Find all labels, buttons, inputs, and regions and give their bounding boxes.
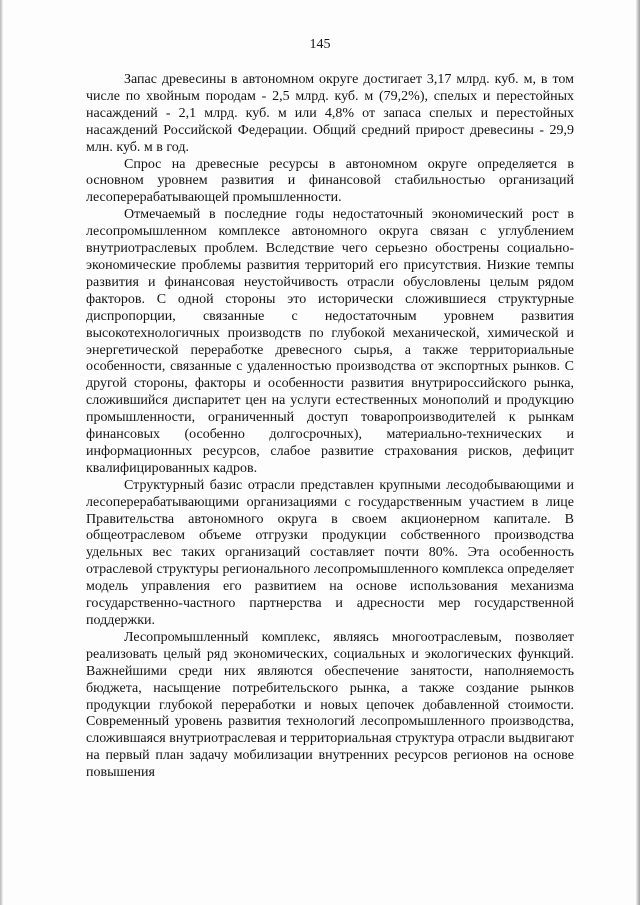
paragraph-complex-functions: Лесопромышленный комплекс, являясь многоотраслевым, позволяет реализовать целый ряд экономических, социальных и экологических функций. Важнейшими среди них являются обеспечение занятости, наполняемость бюджета, насыщение потребительского рынка, а также создание рынков продукции глубокой переработки и новых цепочек добавленной стоимости. Современный уровень развития технологий лесопромышленного производства, сложившаяся внутриотраслевая и территориальная структура отрасли выдвигают на первый план задачу мобилизации внутренних ресурсов регионов на основе повышения [86,629,574,781]
paragraph-structural-basis: Структурный базис отрасли представлен крупными лесодобывающими и лесоперерабатывающими организациями с государственным участием в лице Правительства автономного округа в своем акционерном капитале. В общеотраслевом объеме отгрузки продукции собственного производства удельных вес таких организаций составляет почти 80%. Эта особенность отраслевой структуры регионального лесопромышленного комплекса определяет модель управления его развитием на основе использования механизма государственно-частного партнерства и адресности мер государственной поддержки. [86,477,574,628]
scan-shadow-right [636,0,640,905]
paragraph-timber-stock: Запас древесины в автономном округе достигает 3,17 млрд. куб. м, в том числе по хвойным породам - 2,5 млрд. куб. м (79,2%), спелых и перестойных насаждений - 2,1 млрд. куб. м или 4,8% от запаса спелых и перестойных насаждений Российской Федерации. Общий средний прирост древесины - 29,9 млн. куб. м в год. [86,72,574,155]
paragraph-growth-problems: Отмечаемый в последние годы недостаточный экономический рост в лесопромышленном комплексе автономного округа связан с углублением внутриотраслевых проблем. Вследствие чего серьезно обострены социально-экономические проблемы развития территорий его присутствия. Низкие темпы развития и финансовая неустойчивость отрасли обусловлены целым рядом факторов. С одной стороны это исторически сложившиеся структурные диспропорции, связанные с недостаточным уровнем развития высокотехнологичных производств по глубокой механической, химической и энергетической переработке древесного сырья, а также территориальные особенности, связанные с удаленностью производства от экспортных рынков. С другой стороны, факторы и особенности развития внутрироссийского рынка, сложившийся диспаритет цен на услуги естественных монополий и продукцию промышленности, ограниченный доступ товаропроизводителей к рынкам финансовых (особенно долгосрочных), материально-технических и информационных ресурсов, слабое развитие страхования рисков, дефицит квалифицированных кадров. [86,207,574,476]
scan-shadow-left [0,0,3,905]
body-text [86,72,574,782]
paragraph-demand: Спрос на древесные ресурсы в автономном округе определяется в основном уровнем развития и финансовой стабильностью организаций лесоперерабатывающей промышленности. [86,156,574,206]
page-number: 145 [309,37,331,52]
